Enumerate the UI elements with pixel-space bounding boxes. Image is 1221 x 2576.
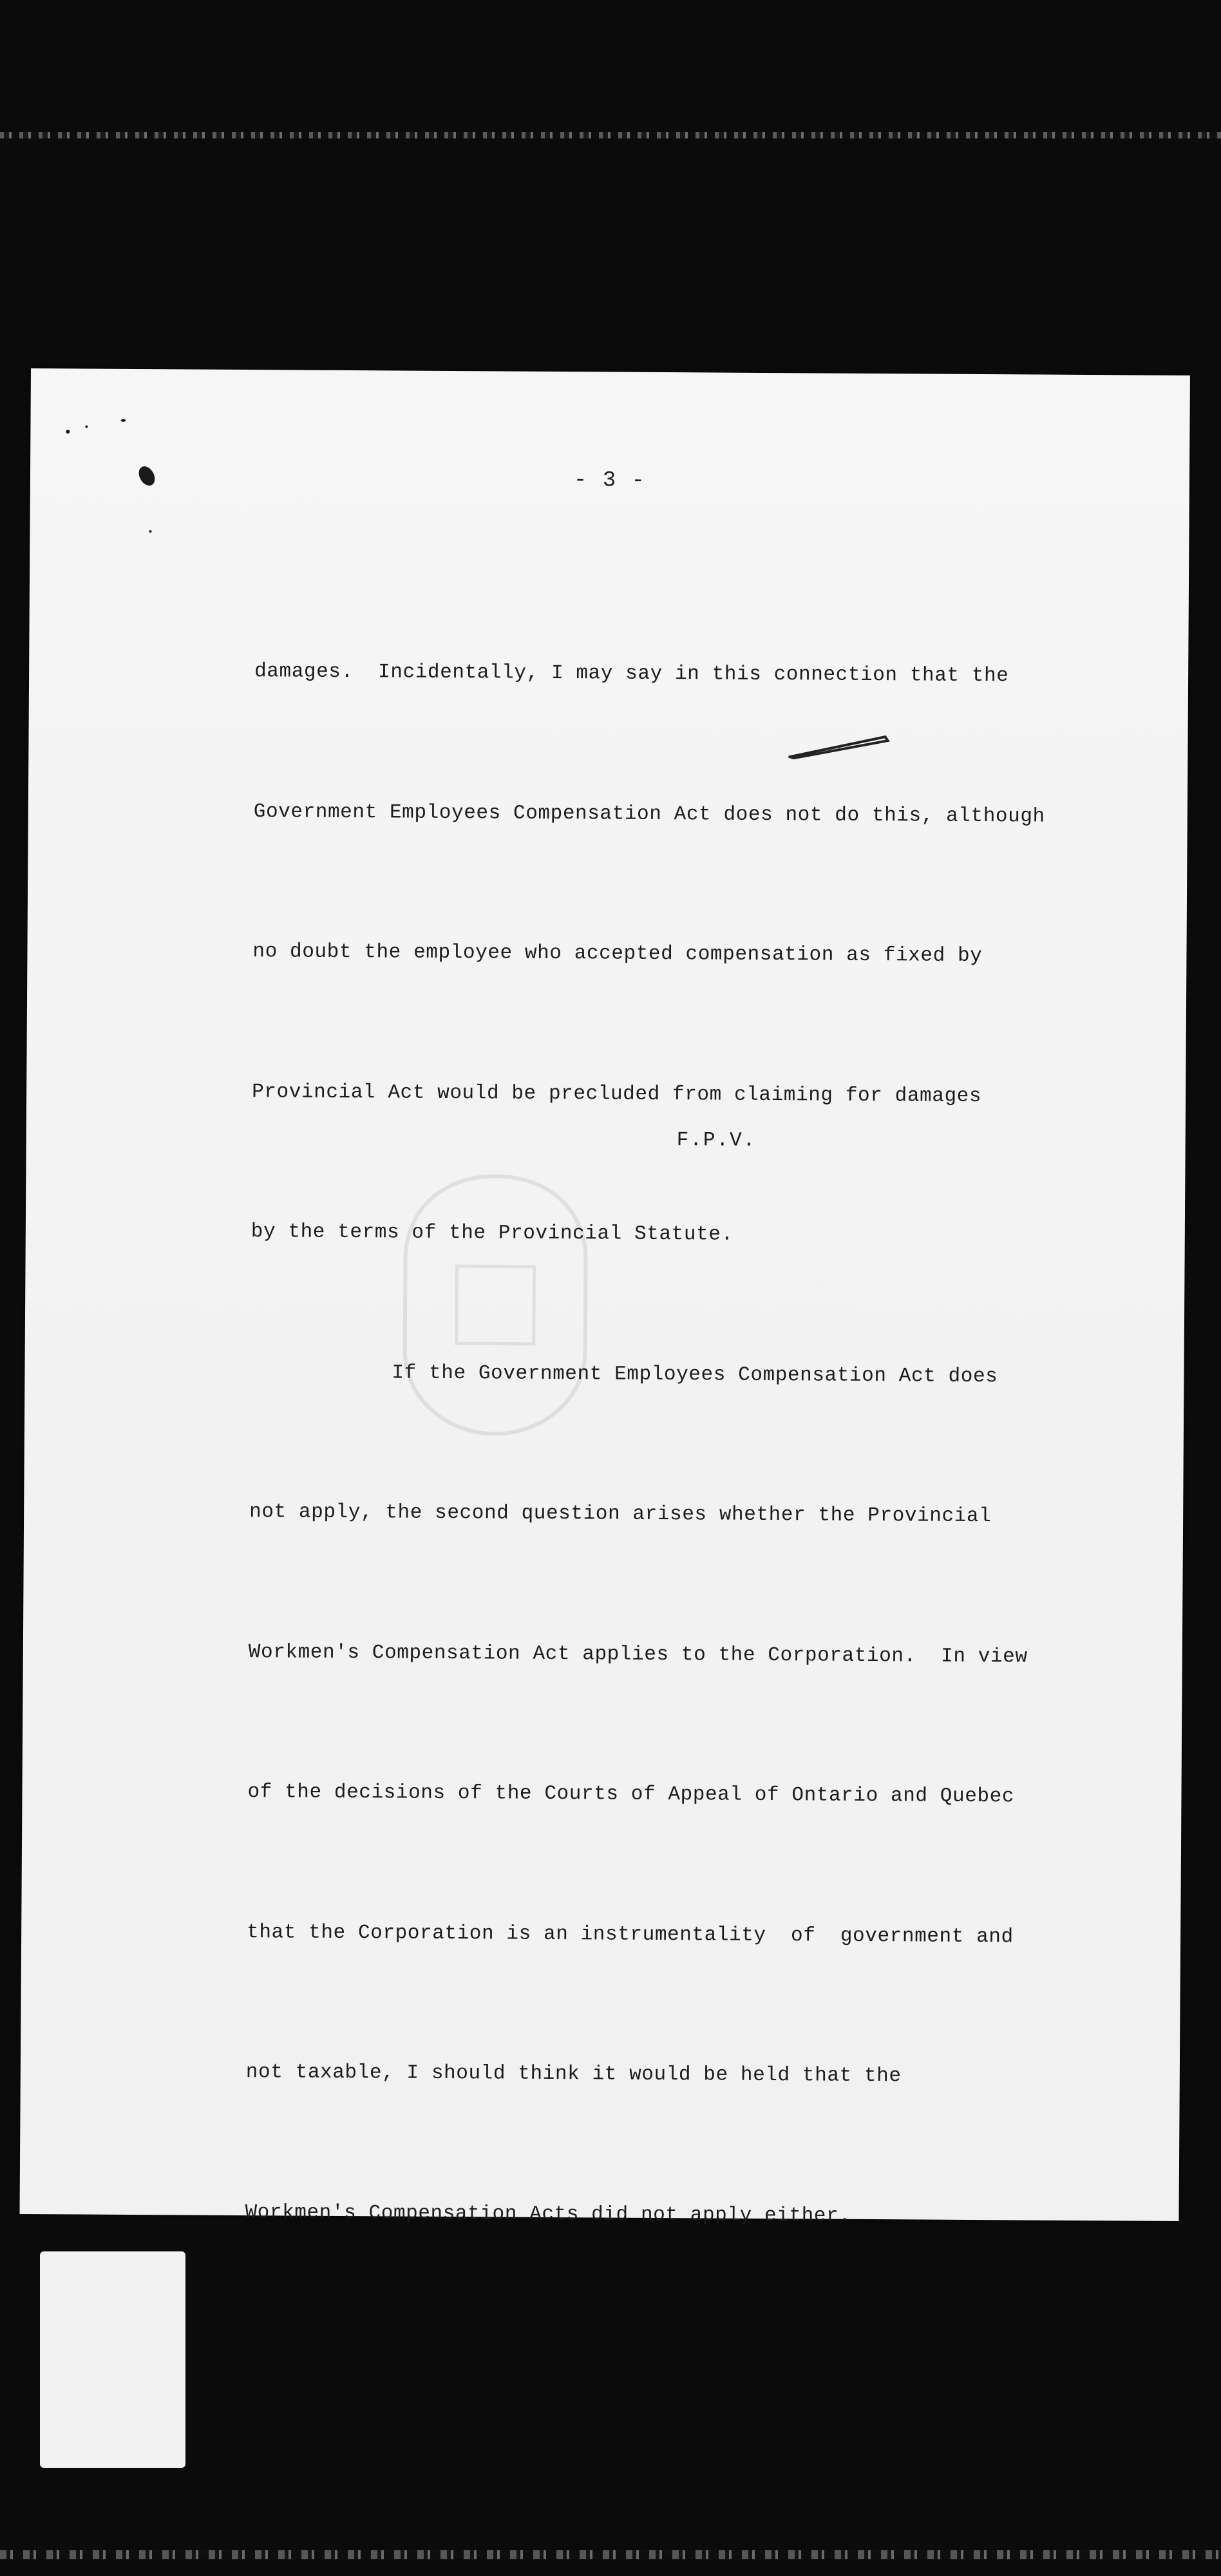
- text-line: of the decisions of the Courts of Appeal of Ontario and Quebec: [247, 1781, 1015, 1808]
- text-line: Workmen's Compensation Acts did not apply either.: [245, 2201, 851, 2228]
- film-edge-bottom: [0, 2550, 1221, 2559]
- text-line: damages. Incidentally, I may say in this connection that the: [254, 660, 1009, 688]
- ink-speck: [136, 464, 158, 489]
- author-initials: F.P.V.: [676, 1129, 757, 1152]
- text-line: not taxable, I should think it would be held that the: [245, 2061, 902, 2088]
- text-line: Workmen's Compensation Act applies to the Corporation. In view: [248, 1640, 1028, 1668]
- pen-checkmark-icon: [788, 734, 891, 760]
- film-label-card: [40, 2251, 185, 2468]
- page-number: - 3 -: [573, 468, 647, 493]
- paragraph-start-line: [250, 1349, 1177, 1401]
- text-line: not apply, the second question arises whether the Provincial: [249, 1501, 992, 1528]
- ink-speck: [85, 426, 88, 428]
- document-page: [19, 368, 1189, 2228]
- text-line: that the Corporation is an instrumentality of government and: [247, 1920, 1014, 1948]
- faint-seal-watermark-icon: [392, 1169, 600, 1441]
- text-line: no doubt the employee who accepted compensation as fixed by: [252, 940, 983, 968]
- text-line: by the terms of the Provincial Statute.: [251, 1220, 734, 1246]
- ink-speck: [66, 430, 70, 433]
- ink-speck: [149, 530, 151, 533]
- ink-speck: [120, 419, 126, 422]
- text-line: If the Government Employees Compensation Act does: [392, 1361, 998, 1388]
- text-line: Government Employees Compensation Act does not do this, although: [253, 800, 1045, 828]
- film-edge-top: [0, 132, 1221, 138]
- letter-body: [244, 555, 1182, 2335]
- text-line: Provincial Act would be precluded from claiming for damages: [252, 1080, 982, 1108]
